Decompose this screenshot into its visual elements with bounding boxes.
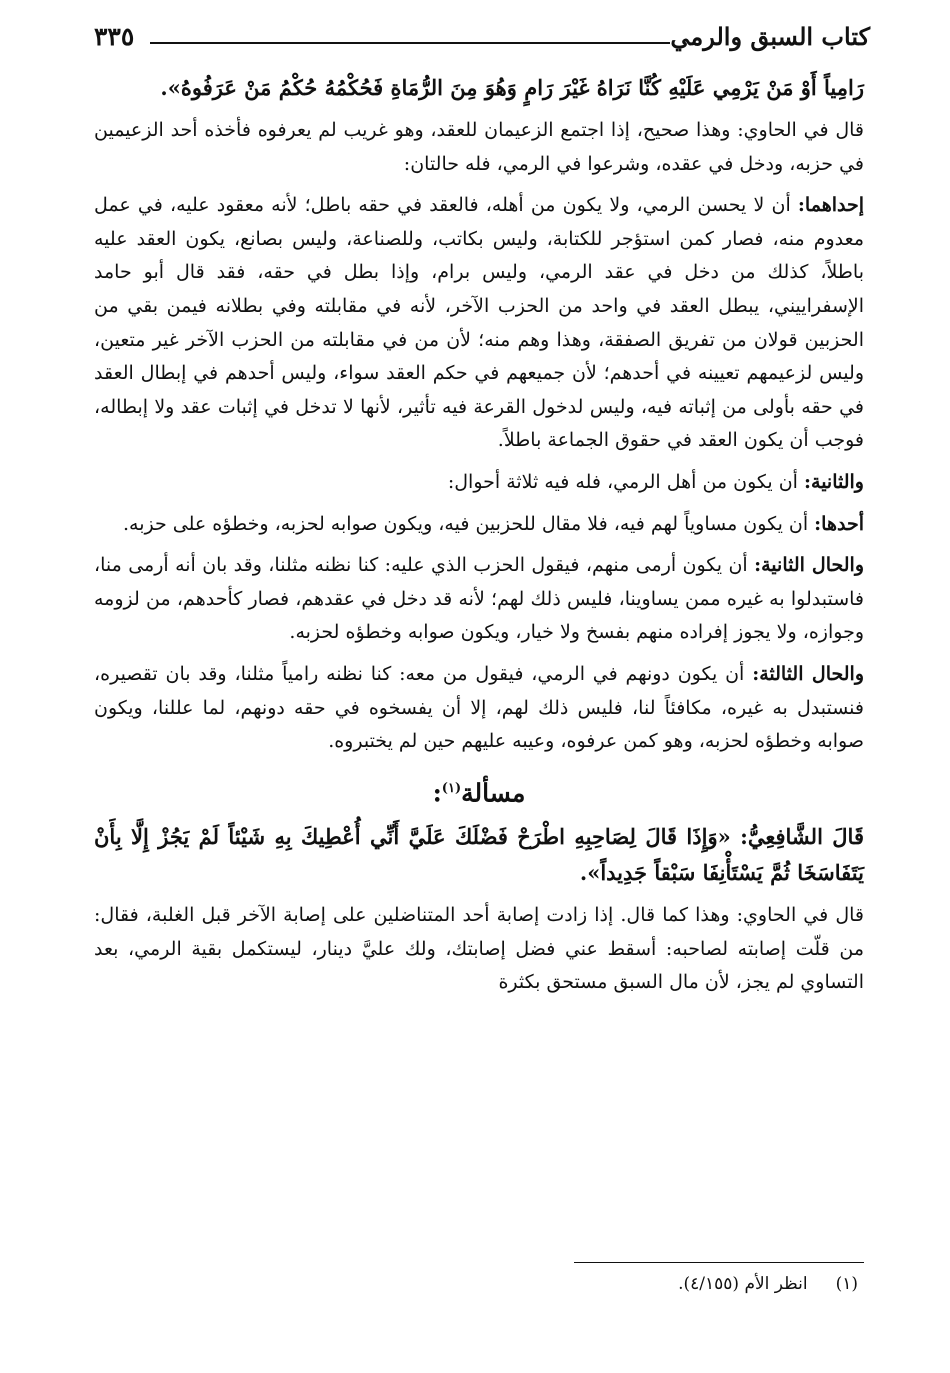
paragraph-state-three <box>94 658 864 759</box>
footnote-text: انظر الأم (٤/١٥٥). <box>678 1274 808 1294</box>
paragraph-lead: والحال الثانية: <box>754 554 864 577</box>
section-title-text: مسألة <box>461 778 526 808</box>
page-number: ٣٣٥ <box>94 22 135 51</box>
paragraph-lead: إحداهما: <box>797 194 864 217</box>
paragraph-hawi-1: قال في الحاوي: وهذا صحيح، إذا اجتمع الزعيمان للعقد، وهو غريب لم يعرفوه فأخذه أحد الزعيمين في حزبه، ودخل في عقده، وشرعوا في الرمي، فله حالتان: <box>94 119 864 175</box>
paragraph-state-one <box>94 508 864 542</box>
paragraph-text: أن يكون مساوياً لهم فيه، فلا مقال للحزبين فيه، ويكون صوابه لحزبه، وخطؤه على حزبه. <box>123 512 815 535</box>
page-header <box>94 22 870 62</box>
paragraph-text: أن يكون دونهم في الرمي، فيقول من معه: كنا نظنه رامياً مثلنا، وقد بان تقصيره، فنستبدل به غيره، مكافئاً لنا، فليس ذلك لهم، إلا أن يفسخوه في حقه دونهم، لما عللنا، ويكون صوابه وخطؤه لحزبه، وهو كمن عرفوه، وعيبه عليهم حين لم يختبروه. <box>94 662 864 753</box>
footnote <box>678 1274 858 1294</box>
paragraph-text: أن يكون من أهل الرمي، فله فيه ثلاثة أحوال: <box>447 470 804 493</box>
page-body <box>94 70 864 1008</box>
paragraph-lead: والحال الثالثة: <box>752 662 865 685</box>
paragraph-lead: والثانية: <box>804 470 864 493</box>
verse-continuation: رَامِياً أَوْ مَنْ يَرْمِي عَلَيْهِ كُنَّا نَرَاهُ غَيْرَ رَامٍ وَهُوَ مِنَ الرُّمَاةِ فَحُكْمُهُ حُكْمُ مَنْ عَرَفُوهُ». <box>160 75 864 100</box>
paragraph-text: أن لا يحسن الرمي، ولا يكون من أهله، فالعقد في حقه باطل؛ لأنه معقود عليه، في عمل معدوم منه، فصار كمن استؤجر للكتابة، وليس بكاتب، وللصناعة، وليس بصانع، يكون العقد عليه باطلاً، كذلك من دخل في عقد الرمي، وليس برام، وإذا بطل في حقه، فقد قال أبو حامد الإسفراييني، يبطل العقد في واحد من الحزب الآخر، لأنه في مقابلته وفي بطلانه فيمن بقي من الحزبين قولان من تفريق الصفقة، وهذا وهم منه؛ لأن من في مقابلته من الحزب الآخر غير متعين، وليس لزعيمهم تعيينه في أحدهم؛ لأن جميعهم في حكم العقد سواء، وليس أحدهم في إبطال العقد في حقه بأولى من إثباته فيه، وليس لدخول القرعة فيه تأثير، لأنها لا تدخل في إثبات عقد ولا إبطاله، فوجب أن يكون العقد في حقوق الجماعة باطلاً. <box>94 194 864 452</box>
paragraph-hawi-2: قال في الحاوي: وهذا كما قال. إذا زادت إصابة أحد المتناضلين على إصابة الآخر قبل الغلبة، فقال: من قلّت إصابته لصاحبه: أسقط عني فضل إصابتك، ولك عليَّ دينار، ليستكمل بقية الرمي، بعد التساوي لم يجز، لأن مال السبق مستحق بكثرة <box>94 904 864 994</box>
footnote-number: (١) <box>835 1274 858 1294</box>
footnote-marker: (١) <box>441 780 462 796</box>
footnote-rule <box>574 1262 864 1263</box>
header-rule <box>150 42 670 44</box>
paragraph-text: أن يكون أرمى منهم، فيقول الحزب الذي عليه: كنا نظنه مثلنا، وقد بان أنه أرمى منا، فاستبدلوا به غيره ممن يساوينا، فليس ذلك لهم؛ لأنه قد دخل في عقدهم، فصار كأحدهم، من لزومه وجوازه، ولا يجوز إفراده منهم بفسخ ولا خيار، ويكون صوابه وخطؤه لحزبه. <box>94 554 864 644</box>
paragraph-first-case <box>94 189 864 458</box>
running-title: كتاب السبق والرمي <box>670 22 870 51</box>
paragraph-state-two <box>94 549 864 650</box>
shafii-quote: قَالَ الشَّافِعِيُّ: «وَإِذَا قَالَ لِصَاحِبِهِ اطْرَحْ فَضْلَكَ عَلَيَّ أَنِّي أُعْطِيكَ بِهِ شَيْئاً لَمْ يَجُزْ إِلَّا بِأَنْ يَتَفَاسَخَا ثُمَّ يَسْتَأْنِفَا سَبْقاً جَدِيداً». <box>94 824 864 886</box>
paragraph-second-case <box>94 466 864 500</box>
section-title: مسألة$^{(١)}$: <box>432 778 526 808</box>
paragraph-lead: أحدها: <box>814 512 864 535</box>
